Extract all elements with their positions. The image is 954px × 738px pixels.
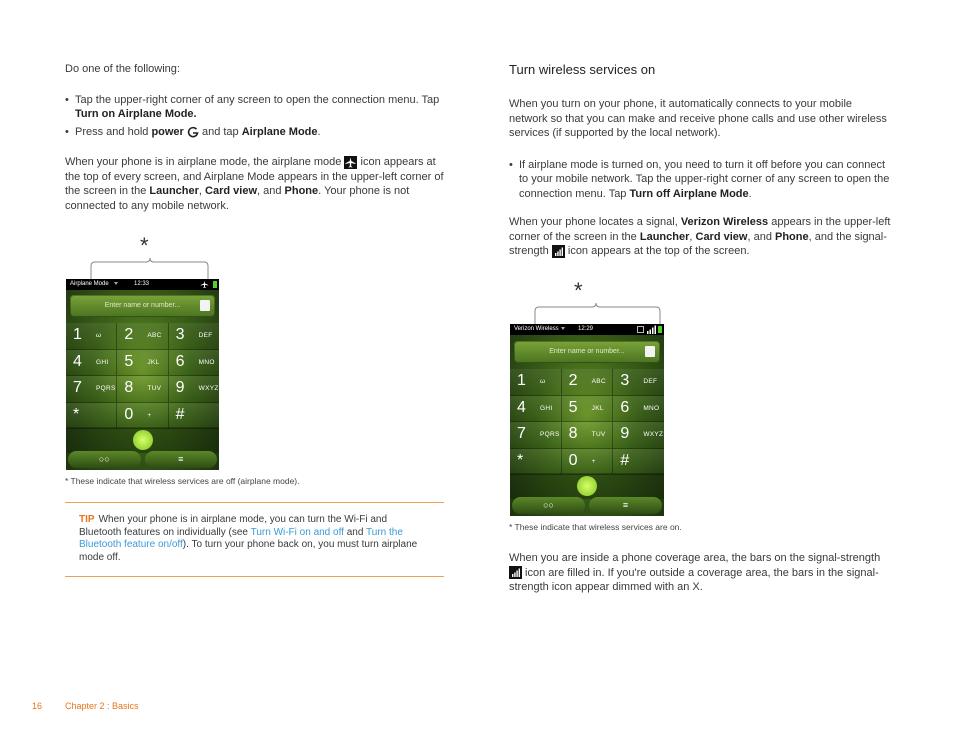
contact-card-icon [645,346,655,357]
phone-dialer [510,335,664,516]
bottom-bar [66,448,219,470]
key-4[interactable]: 4 GHI [510,396,562,422]
contact-card-icon [200,300,210,311]
airplane-mode-steps [65,93,445,140]
key-star[interactable]: * [510,449,562,475]
key-3[interactable]: 3 DEF [169,323,219,349]
key-1[interactable]: 1 ω [510,369,562,395]
list-item: • If airplane mode is turned on, you need to turn it off before you can connect to your mobile network. Tap the upper-right corner of any screen to open the connection menu. Tap Turn off Airplane Mode. [509,158,893,202]
voicemail-button[interactable] [512,497,585,514]
call-icon[interactable] [577,476,597,496]
phone-screenshot-airplane-mode [66,279,219,470]
key-hash[interactable]: # [613,449,664,475]
key-6[interactable]: 6 MNO [169,350,219,376]
carrier-label: Airplane Mode [70,281,109,287]
voicemail-icon: ω [96,332,102,339]
coverage-paragraph: When you are inside a phone coverage area, the bars on the signal-strength icon are filled in. If you're outside a coverage area, the bars in the signal-strength icon appear dimmed with an X. [509,552,881,593]
network-type-icon [637,326,644,333]
power-icon [187,126,199,138]
call-log-button[interactable] [145,451,218,468]
key-8[interactable]: 8 TUV [117,376,168,402]
key-4[interactable]: 4 GHI [66,350,117,376]
key-5[interactable]: 5 JKL [117,350,168,376]
battery-icon [213,281,217,288]
key-9[interactable]: 9 WXYZ [613,422,664,448]
status-bar [510,324,664,335]
keypad [510,369,664,475]
tip-box: TIP When your phone is in airplane mode, you can turn the Wi-Fi and Bluetooth features on individually (see Turn Wi-Fi on and off and Turn the Bluetooth feature on/off). To turn your phone back on, you must turn airplane mode off. [65,502,444,577]
key-star[interactable]: * [66,403,117,429]
intro-text: Do one of the following: [65,63,180,75]
link-bluetooth[interactable]: Turn the Bluetooth feature on/off [79,526,403,550]
key-8[interactable]: 8 TUV [562,422,614,448]
footnote-wireless-on: * These indicate that wireless services are on. [509,522,682,532]
voicemail-icon: ω [540,378,546,385]
keypad [66,323,219,429]
voicemail-icon: ○○ [98,454,110,464]
key-7[interactable]: 7 PQRS [66,376,117,402]
voicemail-icon: ○○ [543,500,554,510]
phone-dialer [66,290,219,470]
number-entry-field[interactable]: Enter name or number... [70,295,215,317]
airplane-icon [344,156,357,169]
key-5[interactable]: 5 JKL [562,396,614,422]
key-1[interactable]: 1 ω [66,323,117,349]
signal-strength-icon [647,325,656,334]
section-heading: Turn wireless services on [509,62,656,77]
phone-screenshot-wireless-on [510,324,664,516]
page-number: 16 [32,701,43,711]
list-item: • Tap the upper-right corner of any screen to open the connection menu. Tap Turn on Airplane Mode. [65,93,445,122]
airplane-icon [200,280,209,289]
key-0[interactable]: 0 + [117,403,168,429]
chapter-label: Chapter 2 : Basics [65,701,139,711]
annotation-asterisk: * [574,278,583,303]
carrier-label: Verizon Wireless [514,326,559,332]
annotation-asterisk: * [140,233,149,258]
signal-strength-icon [509,566,522,579]
right-column [509,62,893,259]
key-2[interactable]: 2 ABC [117,323,168,349]
key-0[interactable]: 0 + [562,449,614,475]
list-item: • Press and hold power and tap Airplane Mode. [65,125,445,140]
status-bar [66,279,219,290]
turn-on-steps [509,158,893,202]
airplane-mode-paragraph: When your phone is in airplane mode, the airplane mode icon appears at the top of every screen, and Airplane Mode appears in the upper-left corner of the screen in the Launcher, Card view, and Phone. Your phone is not connected to any mobile network. [65,156,444,212]
key-7[interactable]: 7 PQRS [510,422,562,448]
key-3[interactable]: 3 DEF [613,369,664,395]
key-6[interactable]: 6 MNO [613,396,664,422]
key-hash[interactable]: # [169,403,219,429]
link-wifi[interactable]: Turn Wi-Fi on and off [250,526,344,538]
battery-icon [658,326,662,333]
intro-paragraph: When you turn on your phone, it automatically connects to your mobile network so that you can make and receive phone calls and use other wireless services (if supported by the local network). [509,98,887,139]
annotation-bracket [532,301,666,325]
tip-label: TIP [79,514,95,525]
signal-paragraph: When your phone locates a signal, Verizon Wireless appears in the upper-left corner of the screen in the Launcher, Card view, and Phone, and the signal-strength icon appears at the top of the screen. [509,216,891,257]
left-column [65,62,445,213]
key-2[interactable]: 2 ABC [562,369,614,395]
number-entry-field[interactable]: Enter name or number... [514,341,660,363]
clock: 12:33 [134,281,150,287]
chevron-down-icon [114,282,118,285]
footnote-airplane: * These indicate that wireless services are off (airplane mode). [65,476,300,486]
call-log-button[interactable] [589,497,662,514]
annotation-bracket [88,256,216,280]
call-icon[interactable] [133,430,153,450]
list-icon: ≡ [178,454,184,464]
voicemail-button[interactable] [68,451,141,468]
signal-strength-icon [552,245,565,258]
list-icon: ≡ [622,500,629,510]
bottom-bar [510,494,664,516]
chevron-down-icon [561,327,565,330]
clock: 12:29 [578,326,594,332]
key-9[interactable]: 9 WXYZ [169,376,219,402]
